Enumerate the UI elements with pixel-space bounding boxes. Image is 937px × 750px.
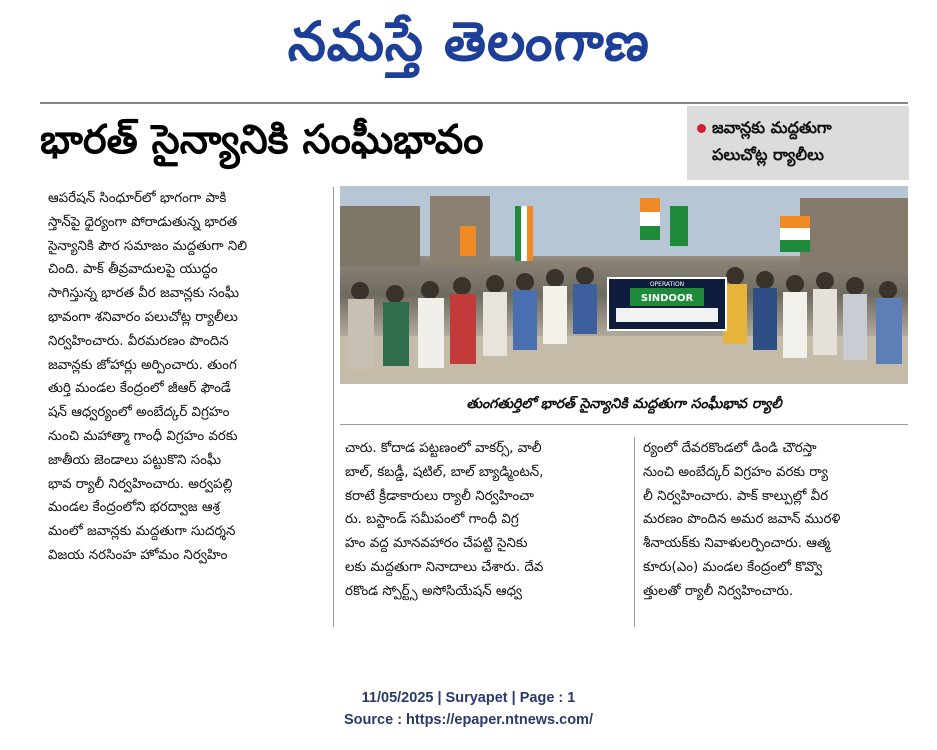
article-line: హం వద్ద మానవహారం చేపట్టి సైనికు	[345, 536, 528, 552]
article-line: ర్యంలో దేవరకొండలో డిండి చౌరస్తా	[643, 441, 817, 456]
subheadline-line-1	[697, 114, 899, 141]
article-line: చింది. పాక్ తీవ్రవాదులపై యుద్ధం	[48, 262, 218, 278]
article-line: మరణం పొందిన అమర జవాన్ మురళి	[643, 512, 841, 528]
article-line: భావంగా శనివారం పలుచోట్ల ర్యాలీలు	[48, 309, 238, 325]
article-line: సాగిస్తున్న భారత వీర జవాన్లకు సంఘీ	[48, 286, 240, 302]
bullet-icon	[697, 124, 706, 133]
rally-banner	[608, 278, 726, 330]
news-photo	[340, 186, 908, 384]
article-line: నిర్వహించారు. వీరమరణం పొందిన	[48, 333, 229, 349]
column-divider	[333, 187, 334, 627]
article-line: నుంచి మహాత్మా గాంధీ విగ్రహం వరకు	[48, 428, 238, 444]
article-line: షన్ ఆధ్వర్యంలో అంబేద్కర్ విగ్రహం	[48, 405, 230, 421]
article-line: మండల కేంద్రంలోని భరద్వాజ ఆశ్ర	[48, 500, 220, 516]
article-line: రకొండ స్పోర్ట్స్ అసోసియేషన్ ఆధ్వ	[345, 583, 523, 599]
article-line: భావ ర్యాలీ నిర్వహించారు. అర్వపల్లి	[48, 476, 233, 492]
article-line: లకు మద్దతుగా నినాదాలు చేశారు. దేవ	[345, 559, 544, 575]
footer-source-line: Source : https://epaper.ntnews.com/	[344, 712, 593, 728]
masthead	[0, 0, 937, 96]
banner-main-text: SINDOOR	[640, 293, 694, 304]
article-line: ఆపరేషన్ సింధూర్‌లో భాగంగా పాకి	[48, 191, 227, 206]
article-line: బాల్, కబడ్డీ, షటిల్, బాల్ బ్యాడ్మింటన్,	[345, 464, 544, 480]
article-line: నుంచి అంబేద్కర్ విగ్రహం వరకు ర్యా	[643, 464, 828, 480]
rally-photo-illustration	[340, 186, 908, 384]
article-line: కూరు(ఎం) మండల కేంద్రంలో కొవ్వొ	[643, 559, 823, 575]
article-line: చారు. కోదాడ పట్టణంలో వాకర్స్, వాలీ	[345, 441, 542, 456]
column-divider	[634, 437, 635, 627]
footer-date-line: 11/05/2025 | Suryapet | Page : 1	[361, 690, 576, 706]
article-line: జాతీయ జెండాలు పట్టుకొని సంఘీ	[48, 452, 222, 468]
article-line: మంలో జవాన్లకు మద్దతుగా సుదర్శన	[48, 524, 236, 540]
article-line: జవాన్లకు జోహార్లు అర్పించారు. తుంగ	[48, 357, 237, 373]
article-line: కరాటే క్రీడాకారులు ర్యాలీ నిర్వహించా	[345, 488, 534, 504]
subheadline-line-2: పలుచోట్ల ర్యాలీలు	[712, 145, 824, 164]
headline: భారత్ సైన్యానికి సంఘీభావం	[40, 117, 484, 163]
article-line: లీ నిర్వహించారు. పాక్ కాల్పుల్లో వీర	[643, 488, 829, 504]
article-line: స్తాన్‌పై ధైర్యంగా పోరాడుతున్న భారత	[48, 214, 238, 230]
article-line: శీనాయక్‌కు నివాళులర్పించారు. ఆత్మ	[643, 536, 831, 552]
article-line: తుర్తి మండల కేంద్రంలో జీఆర్ ఫౌండే	[48, 381, 231, 397]
article-line: త్తులతో ర్యాలీ నిర్వహించారు.	[643, 583, 794, 599]
subheadline-text-1: జవాన్లకు మద్దతుగా	[712, 118, 832, 137]
article-column-1	[48, 187, 328, 568]
article-column-3	[643, 437, 908, 604]
header-rule	[40, 102, 908, 104]
subheadline-box	[687, 106, 909, 180]
newspaper-title: నమస్తే తెలంగాణ	[285, 9, 653, 73]
photo-caption: తుంగతుర్తిలో భారత్ సైన్యానికి మద్దతుగా సంఘీభావ ర్యాలీ	[340, 386, 908, 425]
article-line: విజయ నరసింహ హోమం నిర్వహిం	[48, 547, 228, 563]
article-column-2	[345, 437, 627, 604]
banner-top-text: OPERATION	[649, 281, 685, 288]
article-line: రు. బస్టాండ్ సమీపంలో గాంధీ విగ్ర	[345, 512, 519, 528]
article-line: సైన్యానికి పౌర సమాజం మద్దతుగా నిలి	[48, 238, 248, 254]
